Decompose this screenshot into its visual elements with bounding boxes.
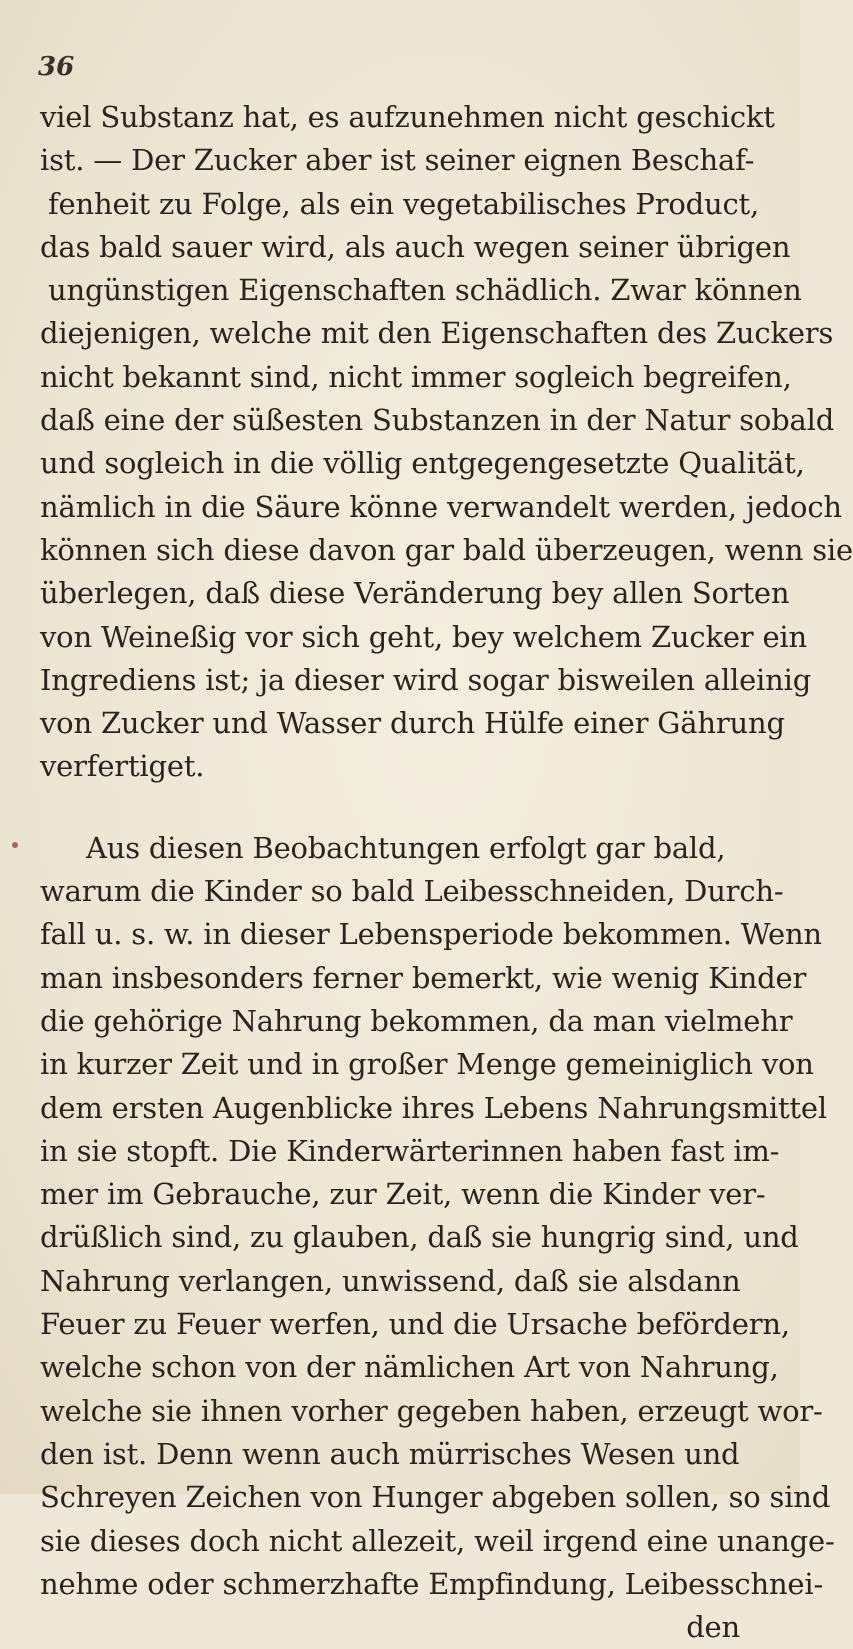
text-line: diejenigen, welche mit den Eigenschaften des Zuckers — [40, 316, 834, 351]
text-line: nämlich in die Säure könne verwandelt werden, jedoch — [40, 489, 842, 524]
text-line: und sogleich in die völlig entgegengesetzte Qualität, — [40, 446, 805, 481]
text-line: fall u. s. w. in dieser Lebensperiode bekommen. Wenn — [40, 917, 822, 952]
page-number: 36 — [38, 52, 75, 82]
text-line: den — [686, 1610, 740, 1645]
paragraph-2 — [40, 827, 835, 1649]
text-line: warum die Kinder so bald Leibesschneiden, Durch- — [40, 874, 784, 909]
text-line: verfertiget. — [40, 749, 205, 784]
text-line: nicht bekannt sind, nicht immer sogleich begreifen, — [40, 359, 792, 394]
text-line: sie dieses doch nicht allezeit, weil irgend eine unange- — [40, 1523, 835, 1558]
text-line: Nahrung verlangen, unwissend, daß sie alsdann — [40, 1263, 741, 1298]
text-line: viel Substanz hat, es aufzunehmen nicht geschickt — [40, 100, 775, 134]
text-line: dem ersten Augenblicke ihres Lebens Nahrungsmittel — [40, 1090, 827, 1125]
text-line: von Weineßig vor sich geht, bey welchem Zucker ein — [40, 619, 807, 654]
text-line: Schreyen Zeichen von Hunger abgeben sollen, so sind — [40, 1480, 831, 1515]
text-line: Feuer zu Feuer werfen, und die Ursache befördern, — [40, 1307, 790, 1342]
text-line: in sie stopft. Die Kinderwärterinnen haben fast im- — [40, 1133, 780, 1168]
text-line: daß eine der süßesten Substanzen in der Natur sobald — [40, 403, 835, 438]
text-line: von Zucker und Wasser durch Hülfe einer Gährung — [40, 706, 785, 741]
text-line: fenheit zu Folge, als ein vegetabilisches Product, — [48, 186, 760, 221]
paragraph-gap — [40, 789, 770, 827]
text-line: welche schon von der nämlichen Art von Nahrung, — [40, 1350, 779, 1385]
text-line: drüßlich sind, zu glauben, daß sie hungrig sind, und — [40, 1220, 799, 1255]
text-line: die gehörige Nahrung bekommen, da man vielmehr — [40, 1003, 793, 1038]
text-line: nehme oder schmerzhafte Empfindung, Leibesschnei- — [40, 1566, 824, 1601]
text-line: mer im Gebrauche, zur Zeit, wenn die Kinder ver- — [40, 1177, 766, 1212]
text-line: welche sie ihnen vorher gegeben haben, erzeugt wor- — [40, 1393, 823, 1428]
text-line: den ist. Denn wenn auch mürrisches Wesen und — [40, 1436, 740, 1471]
text-line: ist. — Der Zucker aber ist seiner eignen Beschaf- — [40, 143, 755, 178]
text-line: ungünstigen Eigenschaften schädlich. Zwar können — [48, 273, 802, 308]
text-line: Aus diesen Beobachtungen erfolgt gar bald, — [86, 830, 726, 865]
text-line: das bald sauer wird, als auch wegen seiner übrigen — [40, 229, 791, 264]
text-line: können sich diese davon gar bald überzeugen, wenn sie — [40, 532, 853, 567]
text-line: überlegen, daß diese Veränderung bey allen Sorten — [40, 576, 790, 611]
ink-speck-decoration — [12, 842, 18, 848]
paragraph-1 — [40, 96, 853, 789]
text-line: in kurzer Zeit und in großer Menge gemeiniglich von — [40, 1047, 814, 1082]
text-line: Ingrediens ist; ja dieser wird sogar bisweilen alleinig — [40, 662, 812, 697]
body-text — [40, 96, 853, 1649]
text-line: man insbesonders ferner bemerkt, wie wenig Kinder — [40, 960, 807, 995]
